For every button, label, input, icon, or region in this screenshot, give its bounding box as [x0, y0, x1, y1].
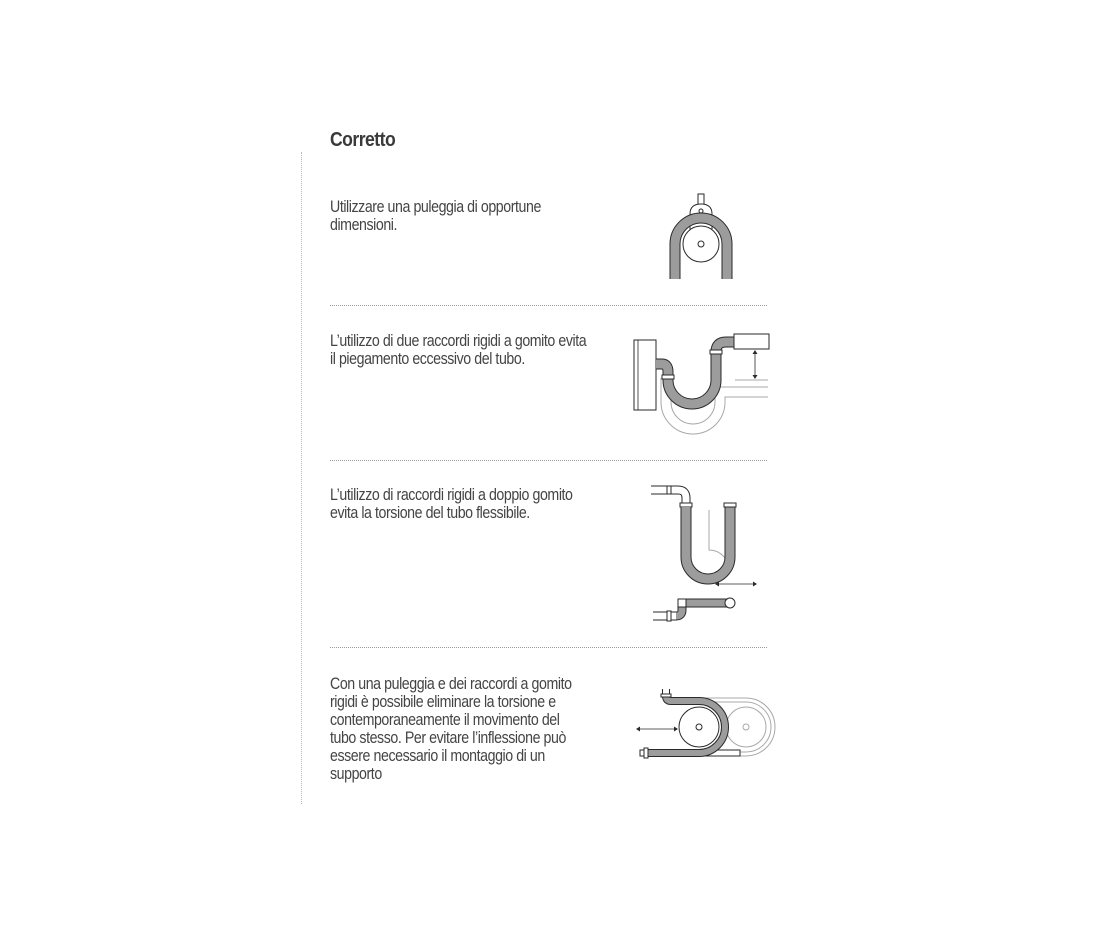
- section-title: Corretto: [330, 129, 396, 151]
- pulley-icon: [660, 190, 750, 285]
- item-4-description: Con una puleggia e dei raccordi a gomito rigidi è possibile eliminare la torsione e contemporaneamente il movimento del tubo stesso. Per evitare l’inflessione può essere necessario il montaggio di un supporto: [330, 675, 572, 783]
- separator-2: [330, 460, 767, 461]
- separator-1: [330, 305, 767, 306]
- double-elbow-hose-icon: [645, 482, 765, 627]
- elbow-fittings-hose-icon: [628, 328, 773, 440]
- item-1-description: Utilizzare una puleggia di opportune dimensioni.: [330, 198, 541, 234]
- pulley-support-hose-icon: [632, 684, 777, 764]
- vertical-dotted-divider: [301, 152, 302, 804]
- item-3-description: L’utilizzo di raccordi rigidi a doppio gomito evita la torsione del tubo flessibile.: [330, 486, 573, 522]
- separator-3: [330, 647, 767, 648]
- item-2-description: L’utilizzo di due raccordi rigidi a gomito evita il piegamento eccessivo del tubo.: [330, 332, 587, 368]
